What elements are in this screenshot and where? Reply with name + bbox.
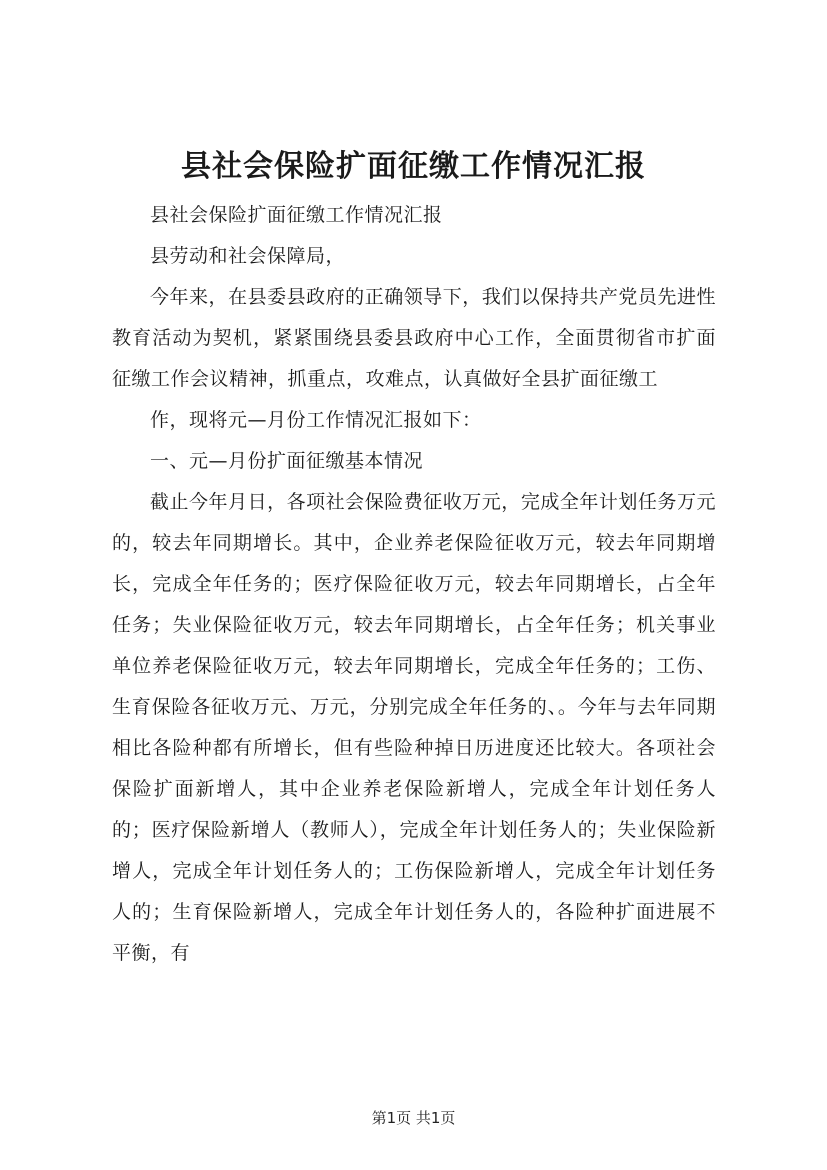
paragraph-intro: 今年来，在县委县政府的正确领导下，我们以保持共产党员先进性教育活动为契机，紧紧围绕县委县政府中心工作，全面贯彻省市扩面征缴工作会议精神，抓重点，攻难点，认真做好全县扩面征缴工 <box>112 286 716 390</box>
paragraph-intro-continued: 作，现将元—月份工作情况汇报如下： <box>150 409 482 431</box>
paragraph-author: 县劳动和社会保障局， <box>150 245 346 267</box>
document-body <box>112 195 716 974</box>
page-number-footer: 第1页 共1页 <box>371 1109 456 1127</box>
document-title: 县社会保险扩面征缴工作情况汇报 <box>181 149 646 184</box>
paragraph-statistics: 截止今年月日，各项社会保险费征收万元，完成全年计划任务万元的，较去年同期增长。其中，企业养老保险征收万元，较去年同期增长，完成全年任务的；医疗保险征收万元，较去年同期增长，占全年任务；失业保险征收万元，较去年同期增长，占全年任务；机关事业单位养老保险征收万元，较去年同期增长，完成全年任务的；工伤、生育保险各征收万元、万元，分别完成全年任务的、。今年与去年同期相比各险种都有所增长，但有些险种掉日历进度还比较大。各项社会保险扩面新增人，其中企业养老保险新增人，完成全年计划任务人的；医疗保险新增人（教师人），完成全年计划任务人的；失业保险新增人，完成全年计划任务人的；工伤保险新增人，完成全年计划任务人的；生育保险新增人，完成全年计划任务人的，各险种扩面进展不平衡，有 <box>112 491 716 964</box>
paragraph-subtitle: 县社会保险扩面征缴工作情况汇报 <box>150 204 443 226</box>
section-heading-1: 一、元—月份扩面征缴基本情况 <box>150 450 424 472</box>
